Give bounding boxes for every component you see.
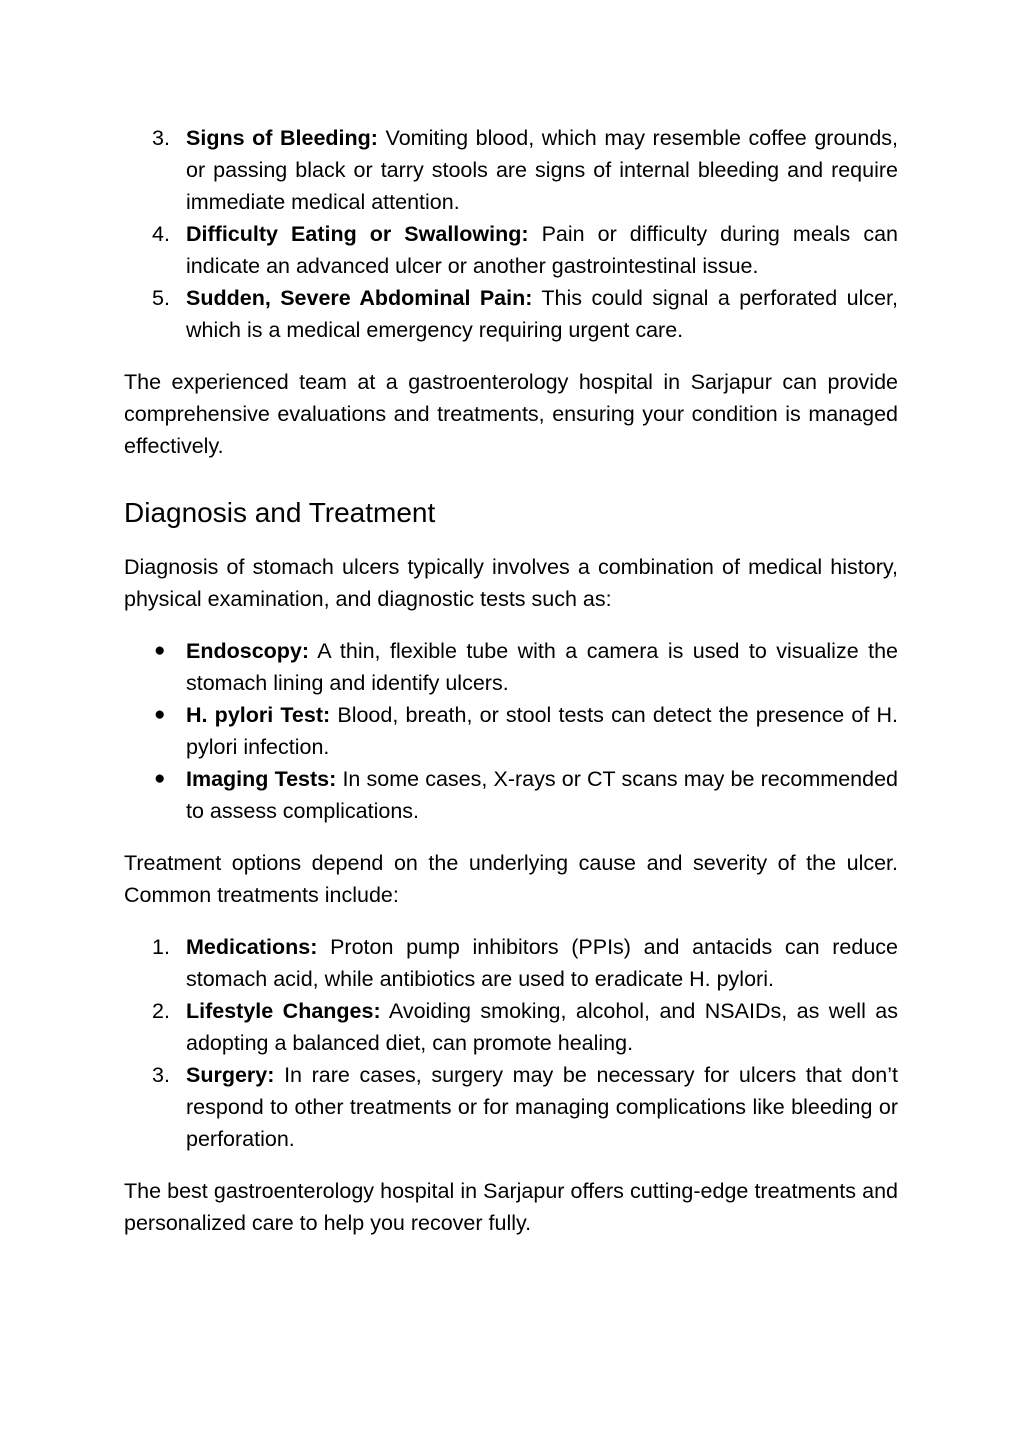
- paragraph: The best gastroenterology hospital in Sarjapur offers cutting-edge treatments and personalized care to help you recover fully.: [124, 1179, 898, 1235]
- item-text: This could signal a perforated ulcer, which is a medical emergency requiring urgent care.: [186, 286, 898, 342]
- bullet-icon: ●: [154, 704, 166, 725]
- item-term: Imaging Tests:: [186, 767, 337, 791]
- paragraph: Diagnosis of stomach ulcers typically involves a combination of medical history, physical examination, and diagnostic tests such as:: [124, 555, 898, 611]
- list-item: [124, 931, 898, 995]
- item-term: Medications:: [186, 935, 318, 959]
- bullet-icon: ●: [154, 640, 166, 661]
- item-term: Lifestyle Changes:: [186, 999, 381, 1023]
- list-item: [124, 635, 898, 699]
- treatments-list: [124, 931, 898, 1155]
- item-text: In some cases, X-rays or CT scans may be recommended to assess complications.: [186, 767, 898, 823]
- list-item: [124, 282, 898, 346]
- item-text: Blood, breath, or stool tests can detect the presence of H. pylori infection.: [186, 703, 898, 759]
- item-text: A thin, flexible tube with a camera is used to visualize the stomach lining and identify ulcers.: [186, 639, 898, 695]
- paragraph: The experienced team at a gastroenterology hospital in Sarjapur can provide comprehensive evaluations and treatments, ensuring your condition is managed effectively.: [124, 370, 898, 458]
- document-page: [124, 122, 898, 1239]
- item-term: Sudden, Severe Abdominal Pain:: [186, 286, 533, 310]
- item-text: Vomiting blood, which may resemble coffee grounds, or passing black or tarry stools are signs of internal bleeding and require immediate medical attention.: [186, 126, 898, 214]
- section-heading: Diagnosis and Treatment: [124, 497, 436, 528]
- item-text: Proton pump inhibitors (PPIs) and antacids can reduce stomach acid, while antibiotics are used to eradicate H. pylori.: [186, 935, 898, 991]
- list-item: [124, 763, 898, 827]
- item-term: Signs of Bleeding:: [186, 126, 378, 150]
- symptoms-list: [124, 122, 898, 346]
- item-text: Pain or difficulty during meals can indicate an advanced ulcer or another gastrointestinal issue.: [186, 222, 898, 278]
- list-item: [124, 218, 898, 282]
- paragraph: Treatment options depend on the underlying cause and severity of the ulcer. Common treatments include:: [124, 851, 898, 907]
- item-term: Endoscopy:: [186, 639, 310, 663]
- list-number: 1.: [152, 935, 170, 959]
- item-term: Difficulty Eating or Swallowing:: [186, 222, 529, 246]
- diagnostic-tests-list: [124, 635, 898, 827]
- list-item: [124, 995, 898, 1059]
- list-item: [124, 122, 898, 218]
- list-number: 2.: [152, 999, 170, 1023]
- item-term: Surgery:: [186, 1063, 275, 1087]
- item-term: H. pylori Test:: [186, 703, 331, 727]
- item-text: Avoiding smoking, alcohol, and NSAIDs, as well as adopting a balanced diet, can promote healing.: [186, 999, 898, 1055]
- item-text: In rare cases, surgery may be necessary for ulcers that don’t respond to other treatments or for managing complications like bleeding or perforation.: [186, 1063, 898, 1151]
- list-number: 3.: [152, 126, 170, 150]
- list-item: [124, 699, 898, 763]
- list-number: 5.: [152, 286, 170, 310]
- list-item: [124, 1059, 898, 1155]
- list-number: 3.: [152, 1063, 170, 1087]
- list-number: 4.: [152, 222, 170, 246]
- bullet-icon: ●: [154, 768, 166, 789]
